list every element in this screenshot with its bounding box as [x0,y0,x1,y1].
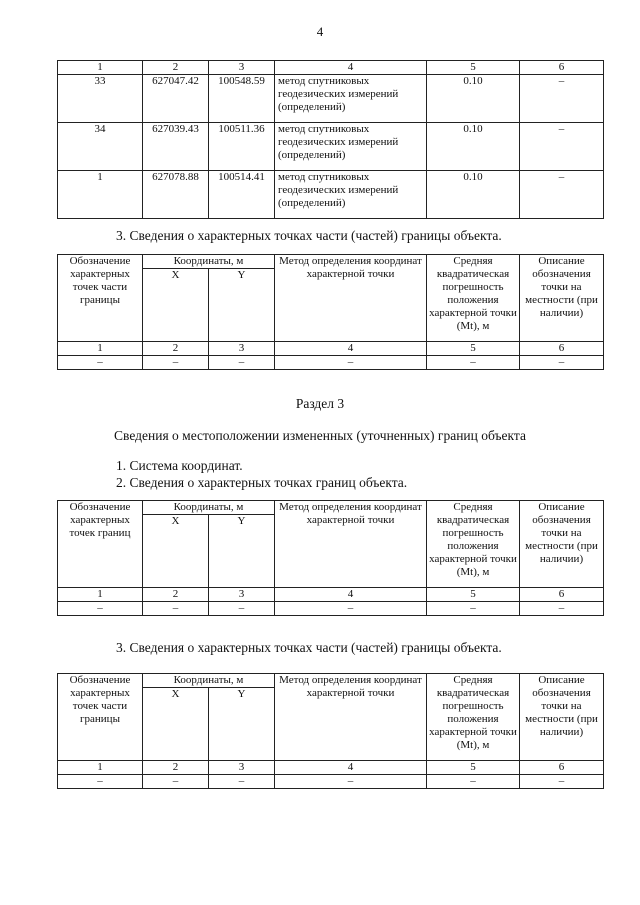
heading-part-boundary-points-2: 3. Сведения о характерных точках части (частей) границы объекта. [116,640,502,655]
empty-cell: – [275,356,427,370]
method: метод спутниковых геодезических измерений (определений) [275,75,427,123]
header-row [58,501,604,515]
empty-cell: – [58,775,143,789]
col-num-5: 5 [427,342,520,356]
empty-cell: – [143,775,209,789]
col-num-5: 5 [427,588,520,602]
empty-cell: – [143,356,209,370]
header-coordinates: Координаты, м [143,674,275,688]
accuracy: 0.10 [427,123,520,171]
column-number-row [58,588,604,602]
header-accuracy: Средняя квадратическая погрешность положения характерной точки (Mt), м [427,501,520,588]
empty-cell: – [427,356,520,370]
header-designation: Обозначение характерных точек части границы [58,674,143,761]
coord-y: 100548.59 [209,75,275,123]
empty-cell: – [520,356,604,370]
col-num-5: 5 [427,761,520,775]
column-number-row [58,761,604,775]
header-description: Описание обозначения точки на местности (при наличии) [520,501,604,588]
coord-x: 627078.88 [143,171,209,219]
empty-cell: – [427,775,520,789]
col-num-4: 4 [275,61,427,75]
col-num-3: 3 [209,342,275,356]
empty-cell: – [275,602,427,616]
boundary-points-table [57,500,604,616]
header-method: Метод определения координат характерной точки [275,501,427,588]
description: – [520,171,604,219]
header-row [58,255,604,269]
empty-cell: – [209,602,275,616]
header-coordinates: Координаты, м [143,255,275,269]
col-num-6: 6 [520,342,604,356]
header-y: Y [209,688,275,761]
coord-y: 100511.36 [209,123,275,171]
part-boundary-points-table-2 [57,673,604,789]
empty-cell: – [427,602,520,616]
col-num-4: 4 [275,342,427,356]
header-x: X [143,515,209,588]
col-num-3: 3 [209,61,275,75]
col-num-4: 4 [275,761,427,775]
header-method: Метод определения координат характерной точки [275,674,427,761]
coord-y: 100514.41 [209,171,275,219]
empty-cell: – [275,775,427,789]
header-coordinates: Координаты, м [143,501,275,515]
point-number: 33 [58,75,143,123]
header-x: X [143,688,209,761]
coordinates-table-continued [57,60,604,219]
col-num-6: 6 [520,61,604,75]
empty-cell: – [58,602,143,616]
header-row [58,674,604,688]
col-num-3: 3 [209,588,275,602]
col-num-2: 2 [143,588,209,602]
empty-cell: – [58,356,143,370]
header-y: Y [209,515,275,588]
accuracy: 0.10 [427,75,520,123]
col-num-1: 1 [58,342,143,356]
boundary-points-item: 2. Сведения о характерных точках границ объекта. [116,475,408,490]
header-y: Y [209,269,275,342]
accuracy: 0.10 [427,171,520,219]
coordinate-system-item: 1. Система координат. [116,458,243,473]
col-num-3: 3 [209,761,275,775]
empty-cell: – [520,602,604,616]
point-number: 1 [58,171,143,219]
empty-cell: – [143,602,209,616]
column-number-row [58,342,604,356]
table-row [58,75,604,123]
coord-x: 627039.43 [143,123,209,171]
col-num-2: 2 [143,342,209,356]
method: метод спутниковых геодезических измерений (определений) [275,171,427,219]
heading-part-boundary-points: 3. Сведения о характерных точках части (частей) границы объекта. [116,228,502,243]
header-designation: Обозначение характерных точек части границы [58,255,143,342]
header-description: Описание обозначения точки на местности (при наличии) [520,674,604,761]
col-num-1: 1 [58,61,143,75]
section-subtitle: Сведения о местоположении измененных (уточненных) границ объекта [114,428,526,443]
empty-row [58,602,604,616]
header-accuracy: Средняя квадратическая погрешность положения характерной точки (Mt), м [427,674,520,761]
empty-cell: – [209,775,275,789]
point-number: 34 [58,123,143,171]
col-num-6: 6 [520,761,604,775]
col-num-2: 2 [143,61,209,75]
header-description: Описание обозначения точки на местности (при наличии) [520,255,604,342]
empty-row [58,356,604,370]
section-title: Раздел 3 [295,396,345,411]
empty-cell: – [209,356,275,370]
column-number-row [58,61,604,75]
empty-cell: – [520,775,604,789]
empty-row [58,775,604,789]
col-num-1: 1 [58,761,143,775]
coord-x: 627047.42 [143,75,209,123]
header-x: X [143,269,209,342]
description: – [520,123,604,171]
col-num-6: 6 [520,588,604,602]
page-number: 4 [316,24,324,39]
col-num-2: 2 [143,761,209,775]
col-num-1: 1 [58,588,143,602]
header-designation: Обозначение характерных точек границ [58,501,143,588]
header-method: Метод определения координат характерной точки [275,255,427,342]
col-num-4: 4 [275,588,427,602]
header-accuracy: Средняя квадратическая погрешность положения характерной точки (Mt), м [427,255,520,342]
table-row [58,123,604,171]
table-row [58,171,604,219]
col-num-5: 5 [427,61,520,75]
description: – [520,75,604,123]
part-boundary-points-table [57,254,604,370]
method: метод спутниковых геодезических измерений (определений) [275,123,427,171]
